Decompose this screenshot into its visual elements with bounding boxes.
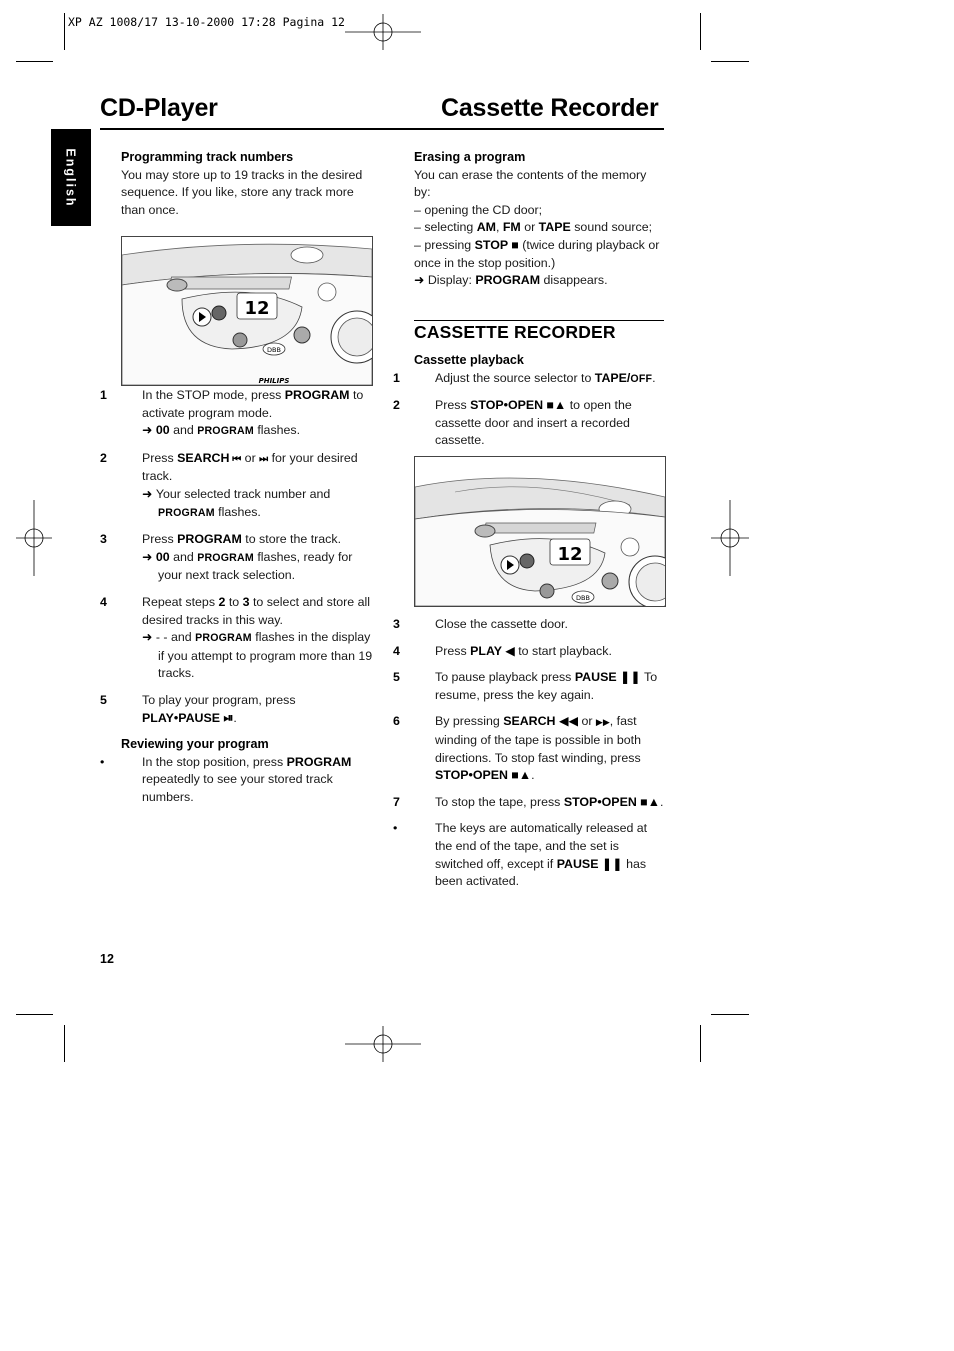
program-step-1-result: ➜ 00 and PROGRAM flashes. xyxy=(142,423,301,438)
cassette-step-5: 5 To pause playback press PAUSE ❚❚ To resume, press the key again. xyxy=(393,670,658,702)
print-slug: XP AZ 1008/17 13-10-2000 17:28 Pagina 12 xyxy=(68,15,345,29)
search-back-icon: ⏮ xyxy=(229,453,242,465)
cd-player-illustration xyxy=(121,236,373,386)
fast-forward-icon: ▶▶ xyxy=(595,717,610,728)
programming-intro: You may store up to 19 tracks in the desired sequence. If you like, store any track more than once. xyxy=(121,167,363,217)
programming-heading: Programming track numbers xyxy=(121,150,294,164)
registration-mark-left xyxy=(16,500,52,576)
playback-heading: Cassette playback xyxy=(414,353,524,367)
display-digits: 12 xyxy=(244,298,270,319)
erase-intro: You can erase the contents of the memory by: xyxy=(414,167,647,200)
page-title-cd-player: CD-Player xyxy=(100,94,218,122)
program-step-5: 5 To play your program, press PLAY•PAUSE ⏯. xyxy=(100,692,296,725)
crop-mark xyxy=(700,13,701,50)
program-step-3: 3 Press PROGRAM to store the track. ➜ 00 and PROGRAM flashes, ready for your next track selection. xyxy=(121,531,373,585)
crop-mark xyxy=(16,61,53,62)
program-step-2: 2 Press SEARCH ⏮ or ⏭ for your desired track. ➜ Your selected track number and PROGRAM flashes. xyxy=(121,450,373,522)
language-tab-label: English xyxy=(64,147,78,208)
display-digits: 12 xyxy=(557,544,583,565)
cassette-step-1: 1 Adjust the source selector to TAPE/OFF. xyxy=(393,370,656,385)
crop-mark xyxy=(64,13,65,50)
dbb-label: DBB xyxy=(267,346,281,354)
erase-result: ➜ Display: PROGRAM disappears. xyxy=(414,273,608,288)
left-column-steps xyxy=(100,387,373,806)
registration-mark-top xyxy=(345,14,421,50)
crop-mark xyxy=(16,1014,53,1015)
crop-mark xyxy=(711,61,749,62)
program-step-1: 1 In the STOP mode, press PROGRAM to activate program mode. ➜ 00 and PROGRAM flashes. xyxy=(121,387,373,441)
section-title-cassette-recorder: CASSETTE RECORDER xyxy=(414,322,616,342)
review-bullet: • In the stop position, press PROGRAM repeatedly to see your stored track numbers. xyxy=(100,754,352,804)
cassette-step-6: 6 By pressing SEARCH ◀◀ or ▶▶, fast winding of the tape is possible in both directions. To stop fast winding, press STOP•OPEN ■▲. xyxy=(393,714,641,783)
cassette-steps-bottom xyxy=(393,616,664,891)
crop-mark xyxy=(64,1025,65,1062)
dbb-label: DBB xyxy=(576,594,590,602)
cassette-step-3: 3 Close the cassette door. xyxy=(393,617,568,631)
program-step-2-result: ➜ Your selected track number and PROGRAM flashes. xyxy=(142,486,331,519)
registration-mark-bottom xyxy=(345,1026,421,1062)
page-title-cassette-recorder: Cassette Recorder xyxy=(441,94,659,122)
review-heading: Reviewing your program xyxy=(121,737,269,752)
cassette-step-7: 7 To stop the tape, press STOP•OPEN ■▲. xyxy=(393,794,664,809)
page-number: 12 xyxy=(100,952,114,966)
title-rule xyxy=(100,128,664,130)
erase-line-1: – opening the CD door; xyxy=(414,202,543,217)
cassette-step-2: 2 Press STOP•OPEN ■▲ to open the cassette door and insert a recorded cassette. xyxy=(393,398,632,448)
cassette-step-4: 4 Press PLAY ◀ to start playback. xyxy=(393,643,612,658)
erase-line-3: – pressing STOP ■ (twice during playback or once in the stop position.) xyxy=(414,237,660,270)
search-forward-icon: ⏭ xyxy=(259,453,269,465)
cassette-player-illustration xyxy=(414,456,666,607)
crop-mark xyxy=(711,1014,749,1015)
cassette-note: • The keys are automatically released at the end of the tape, and the set is switched off, except if PAUSE ❚❚ has been activated. xyxy=(393,821,648,889)
erase-section xyxy=(414,149,664,290)
left-column-intro xyxy=(121,149,373,219)
program-step-3-result: ➜ 00 and PROGRAM flashes, ready for your next track selection. xyxy=(142,549,353,583)
cassette-steps-top xyxy=(393,352,664,450)
brand-logo: PHILIPS xyxy=(258,377,290,385)
crop-mark xyxy=(700,1025,701,1062)
erase-heading: Erasing a program xyxy=(414,150,526,164)
erase-line-2: – selecting AM, FM or TAPE sound source; xyxy=(414,220,653,235)
registration-mark-right xyxy=(711,500,749,576)
program-step-4-result: ➜ - - and PROGRAM flashes in the display if you attempt to program more than 19 tracks. xyxy=(142,630,373,681)
program-step-4: 4 Repeat steps 2 to 3 to select and store all desired tracks in this way. ➜ - - and PROGRAM flashes in the display if you attempt to program more than 19 tracks. xyxy=(121,594,373,683)
section-rule xyxy=(414,320,664,321)
